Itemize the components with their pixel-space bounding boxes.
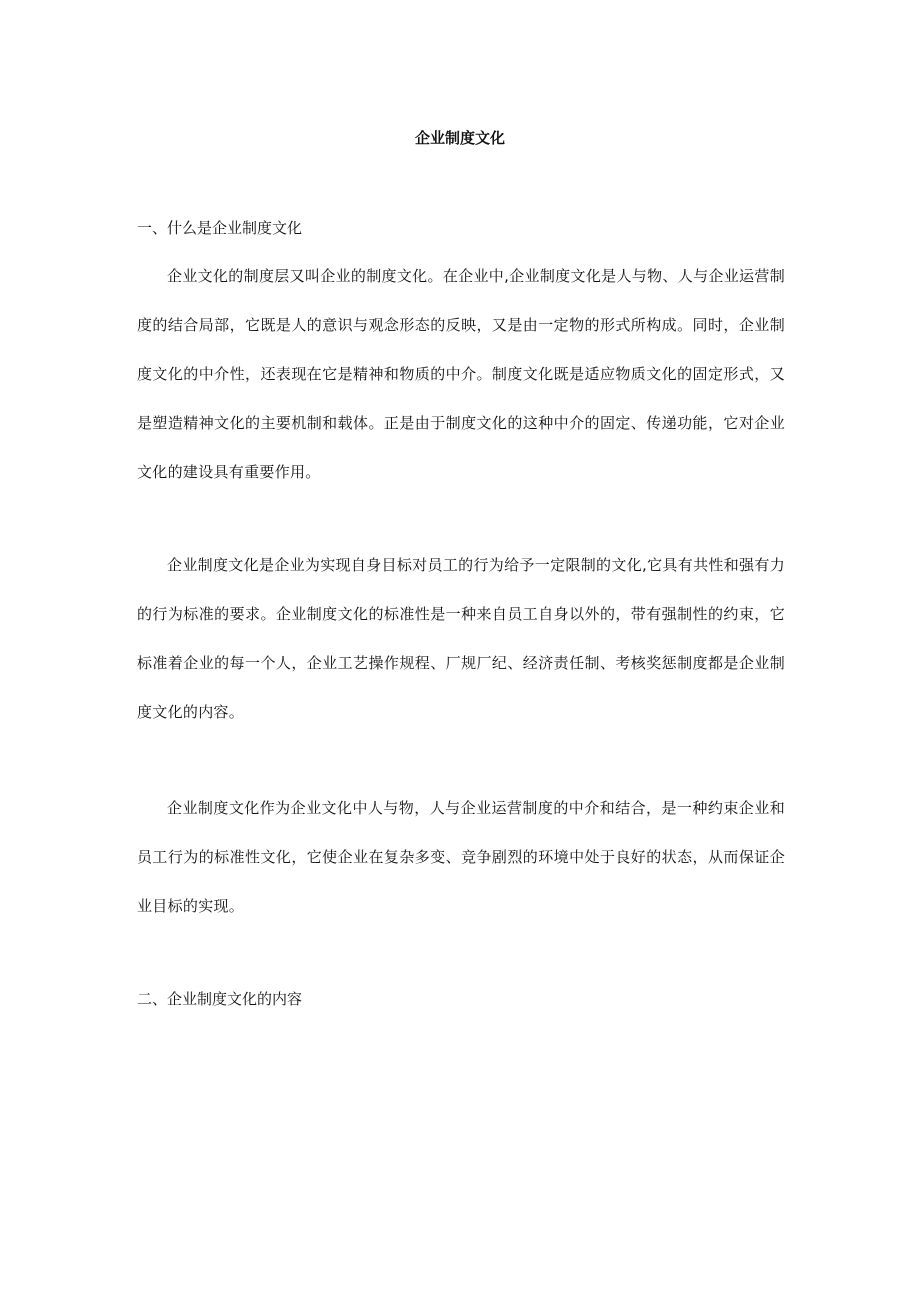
section-1-paragraph-3: 企业制度文化作为企业文化中人与物，人与企业运营制度的中介和结合，是一种约束企业和员工行为的标准性文化，它使企业在复杂多变、竞争剧烈的环境中处于良好的状态，从而保证企业目标的实现。	[137, 799, 785, 915]
section-1-paragraph-2: 企业制度文化是企业为实现自身目标对员工的行为给予一定限制的文化,它具有共性和强有力的行为标准的要求。企业制度文化的标准性是一种来自员工自身以外的，带有强制性的约束，它标准着企业的每一个人，企业工艺操作规程、厂规厂纪、经济责任制、考核奖惩制度都是企业制度文化的内容。	[137, 556, 785, 721]
document-title: 企业制度文化	[414, 129, 505, 147]
section-1-paragraph-1: 企业文化的制度层又叫企业的制度文化。在企业中,企业制度文化是人与物、人与企业运营制度的结合局部，它既是人的意识与观念形态的反映，又是由一定物的形式所构成。同时，企业制度文化的中介性，还表现在它是精神和物质的中介。制度文化既是适应物质文化的固定形式，又是塑造精神文化的主要机制和载体。正是由于制度文化的这种中介的固定、传递功能，它对企业文化的建设具有重要作用。	[137, 267, 785, 481]
section-heading-1: 一、什么是企业制度文化	[137, 219, 303, 237]
section-heading-2: 二、企业制度文化的内容	[137, 990, 303, 1008]
